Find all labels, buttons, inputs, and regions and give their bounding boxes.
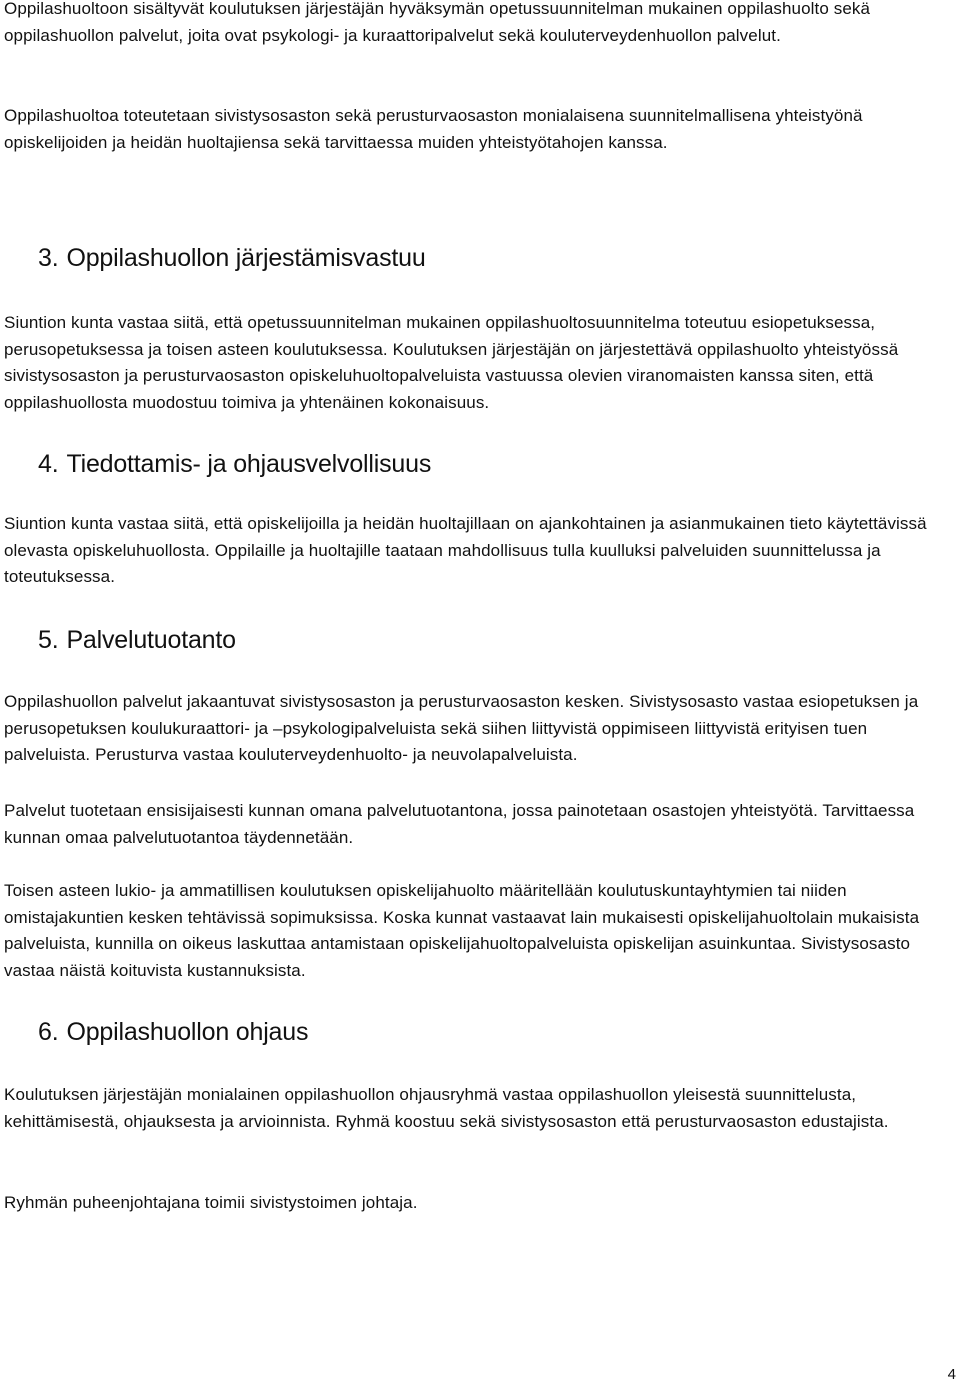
page-number: 4 [947, 1366, 956, 1383]
section-3-paragraph: Siuntion kunta vastaa siitä, että opetussuunnitelman mukainen oppilashuoltosuunnitelma toteutuu esiopetuksessa, perusopetuksessa ja toisen asteen koulutuksessa. Koulutuksen järjestäjän on järjestettävä oppilashuolto yhteistyössä sivistysosaston ja perusturvaosaston opiskeluhuoltopalveluista vastuussa olevien viranomaisten kanssa siten, että oppilashuollosta muodostuu toimiva ja yhtenäinen kokonaisuus. [4, 313, 899, 412]
section-5-paragraph-1: Oppilashuollon palvelut jakaantuvat sivistysosaston ja perusturvaosaston kesken. Sivistysosasto vastaa esiopetuksen ja perusopetuksen koulukuraattori- ja –psykologipalveluista sekä siihen liittyvistä oppimiseen liittyvistä erityisen tuen palveluista. Perusturva vastaa kouluterveydenhuolto- ja neuvolapalveluista. [4, 692, 919, 765]
section-4-heading [38, 449, 431, 479]
section-title: Oppilashuollon ohjaus [66, 1018, 309, 1046]
paragraph-implementation: Oppilashuoltoa toteutetaan sivistysosaston sekä perusturvaosaston monialaisena suunnitelmallisena yhteistyönä opiskelijoiden ja heidän huoltajiensa sekä tarvittaessa muiden yhteistyötahojen kanssa. [4, 106, 863, 152]
section-title: Tiedottamis- ja ohjausvelvollisuus [66, 450, 432, 478]
section-6-paragraph-1: Koulutuksen järjestäjän monialainen oppilashuollon ohjausryhmä vastaa oppilashuollon yleisestä suunnittelusta, kehittämisestä, ohjauksesta ja arvioinnista. Ryhmä koostuu sekä sivistysosaston että perusturvaosaston edustajista. [4, 1085, 889, 1131]
section-6-heading [38, 1017, 308, 1047]
paragraph-intro: Oppilashuoltoon sisältyvät koulutuksen järjestäjän hyväksymän opetussuunnitelman mukainen oppilashuolto sekä oppilashuollon palvelut, joita ovat psykologi- ja kuraattoripalvelut sekä kouluterveydenhuollon palvelut. [4, 0, 871, 45]
section-title: Oppilashuollon järjestämisvastuu [66, 244, 426, 272]
section-3-heading [38, 243, 426, 273]
section-5-paragraph-2: Palvelut tuotetaan ensisijaisesti kunnan omana palvelutuotantona, jossa painotetaan osastojen yhteistyötä. Tarvittaessa kunnan omaa palvelutuotantoa täydennetään. [4, 801, 915, 847]
section-6-paragraph-2: Ryhmän puheenjohtajana toimii sivistystoimen johtaja. [4, 1193, 418, 1212]
section-number: 5. [38, 626, 59, 654]
section-5-paragraph-3: Toisen asteen lukio- ja ammatillisen koulutuksen opiskelijahuolto määritellään koulutuskuntayhtymien tai niiden omistajakuntien kesken tehtävissä sopimuksissa. Koska kunnat vastaavat lain mukaisesti opiskelijahuoltolain mukaisista palveluista, kunnilla on oikeus laskuttaa antamistaan opiskelijahuoltopalveluista opiskelijan asuinkuntaa. Sivistysosasto vastaa näistä koituvista kustannuksista. [4, 881, 920, 980]
section-number: 3. [38, 244, 59, 272]
section-number: 4. [38, 450, 59, 478]
section-5-heading [38, 625, 236, 655]
section-4-paragraph: Siuntion kunta vastaa siitä, että opiskelijoilla ja heidän huoltajillaan on ajankohtainen ja asianmukainen tieto käytettävissä olevasta opiskeluhuollosta. Oppilaille ja huoltajille taataan mahdollisuus tulla kuulluksi palveluiden suunnittelussa ja toteutuksessa. [4, 514, 927, 587]
section-title: Palvelutuotanto [66, 626, 236, 654]
section-number: 6. [38, 1018, 59, 1046]
